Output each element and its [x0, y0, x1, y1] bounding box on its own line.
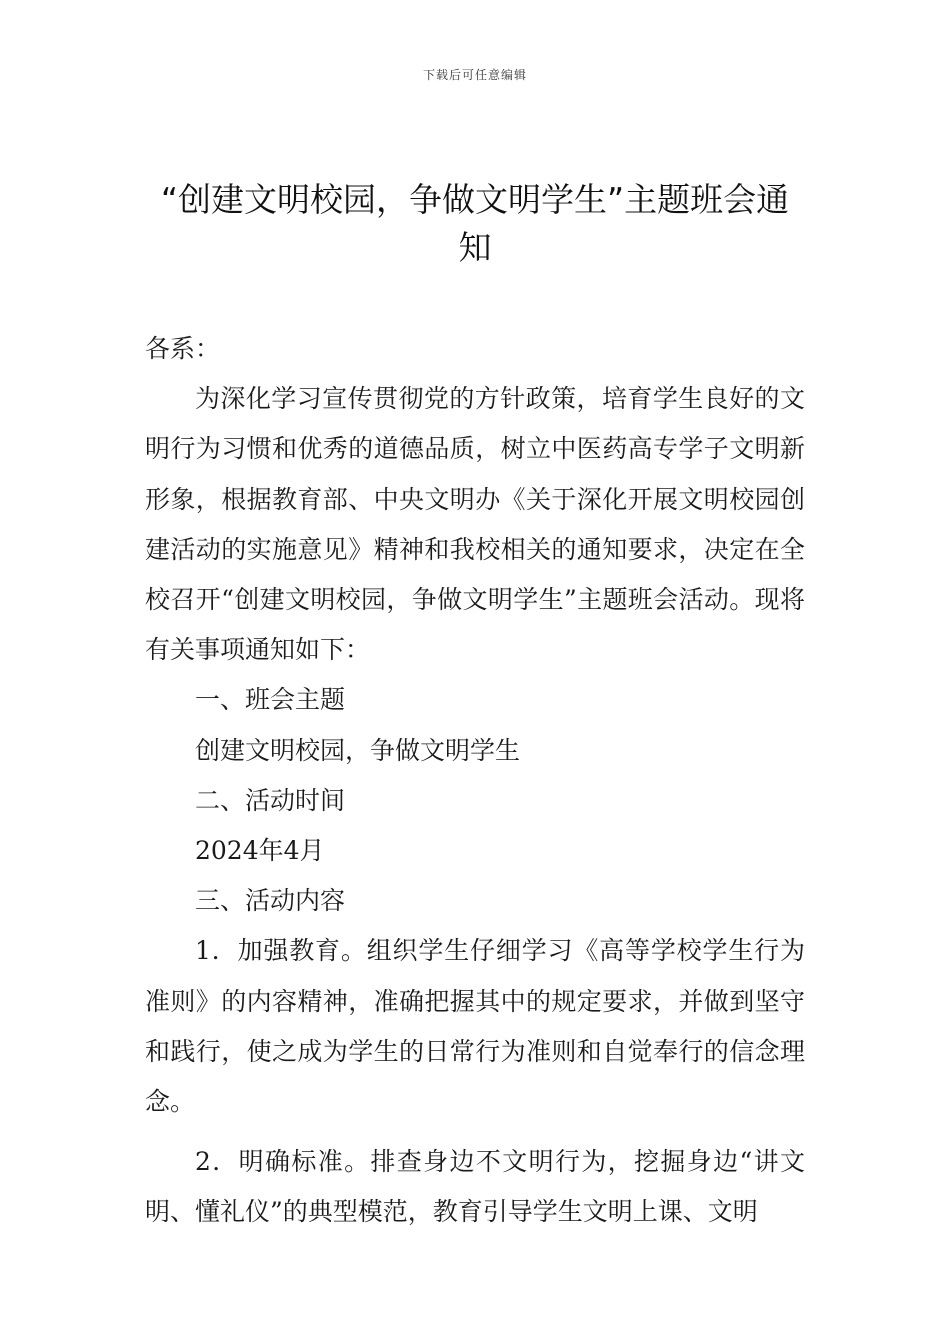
section2-heading: 二、活动时间 — [195, 785, 346, 815]
section1-content: 创建文明校园，争做文明学生 — [195, 735, 521, 765]
section3-heading: 三、活动内容 — [195, 886, 346, 916]
document-title: “创建文明校园，争做文明学生”主题班会通知 — [160, 180, 790, 267]
salutation: 各系： — [145, 334, 221, 363]
item-1-paragraph: 1．加强教育。组织学生仔细学习《高等学校学生行为准则》的内容精神，准确把握其中的规定要求，并做到坚守和践行，使之成为学生的日常行为准则和自觉奉行的信念理念。 — [145, 936, 805, 1117]
item-2-paragraph: 2．明确标准。排查身边不文明行为，挖掘身边“讲文明、懂礼仪”的典型模范，教育引导学生文明上课、文明 — [145, 1147, 805, 1227]
intro-paragraph: 为深化学习宣传贯彻党的方针政策，培育学生良好的文明行为习惯和优秀的道德品质，树立中医药高专学子文明新形象，根据教育部、中央文明办《关于深化开展文明校园创建活动的实施意见》精神和我校相关的通知要求，决定在全校召开“创建文明校园，争做文明学生”主题班会活动。现将有关事项通知如下： — [145, 384, 805, 665]
document-body — [145, 324, 805, 1238]
section1-heading: 一、班会主题 — [195, 685, 346, 715]
section2-content: 2024年4月 — [195, 836, 325, 866]
header-note: 下载后可任意编辑 — [422, 68, 527, 82]
